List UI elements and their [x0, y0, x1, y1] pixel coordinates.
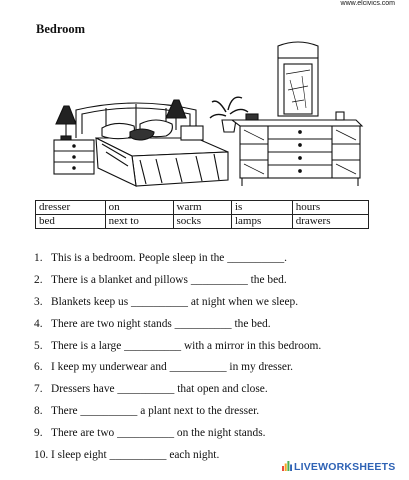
- page-title: Bedroom: [36, 22, 86, 36]
- question-item: [34, 447, 321, 469]
- question-item: [34, 272, 321, 294]
- question-number: 10.: [34, 449, 49, 462]
- liveworksheets-logo-text: LIVEWORKSHEETS: [294, 461, 396, 473]
- question-number: 7.: [34, 383, 43, 396]
- question-text: I keep my underwear and __________ in my dresser.: [51, 361, 293, 374]
- question-item: [34, 294, 321, 316]
- question-text: There are two night stands __________ the bed.: [51, 317, 271, 330]
- bedroom-illustration: [36, 40, 366, 192]
- question-text: I sleep eight __________ each night.: [51, 449, 220, 462]
- question-number: 2.: [34, 273, 43, 286]
- question-item: [34, 403, 321, 425]
- word-bank-cell: dresser: [36, 201, 106, 215]
- question-item: [34, 316, 321, 338]
- word-bank-cell: socks: [173, 215, 231, 229]
- liveworksheets-logo-icon: [282, 461, 292, 471]
- question-item: [34, 338, 321, 360]
- question-number: 9.: [34, 427, 43, 440]
- site-url: www.elcivics.com: [340, 0, 395, 7]
- question-text: There is a large __________ with a mirror in this bedroom.: [51, 339, 322, 352]
- question-text: This is a bedroom. People sleep in the __________.: [51, 252, 288, 264]
- question-text: Dressers have __________ that open and close.: [51, 383, 268, 396]
- word-bank-row: [36, 201, 369, 215]
- word-bank-cell: next to: [105, 215, 173, 229]
- question-list: [34, 250, 321, 469]
- question-item: [34, 359, 321, 381]
- question-item: [34, 425, 321, 447]
- question-number: 5.: [34, 339, 43, 352]
- word-bank-cell: hours: [292, 201, 368, 215]
- question-text: There __________ a plant next to the dresser.: [51, 405, 260, 418]
- question-text: Blankets keep us __________ at night when we sleep.: [51, 295, 299, 308]
- word-bank-cell: bed: [36, 215, 106, 229]
- liveworksheets-logo[interactable]: [282, 461, 395, 473]
- question-text: There are two __________ on the night stands.: [51, 427, 266, 440]
- word-bank-cell: lamps: [231, 215, 292, 229]
- word-bank-cell: is: [231, 201, 292, 215]
- word-bank-cell: on: [105, 201, 173, 215]
- question-text: There is a blanket and pillows __________ the bed.: [51, 273, 287, 286]
- question-number: 8.: [34, 405, 43, 418]
- question-number: 1.: [34, 252, 43, 264]
- question-number: 3.: [34, 295, 43, 308]
- word-bank-cell: drawers: [292, 215, 368, 229]
- question-item: [34, 250, 321, 272]
- word-bank-row: [36, 215, 369, 229]
- question-item: [34, 381, 321, 403]
- question-number: 4.: [34, 317, 43, 330]
- word-bank-cell: warm: [173, 201, 231, 215]
- word-bank-table: [35, 200, 369, 229]
- question-number: 6.: [34, 361, 43, 374]
